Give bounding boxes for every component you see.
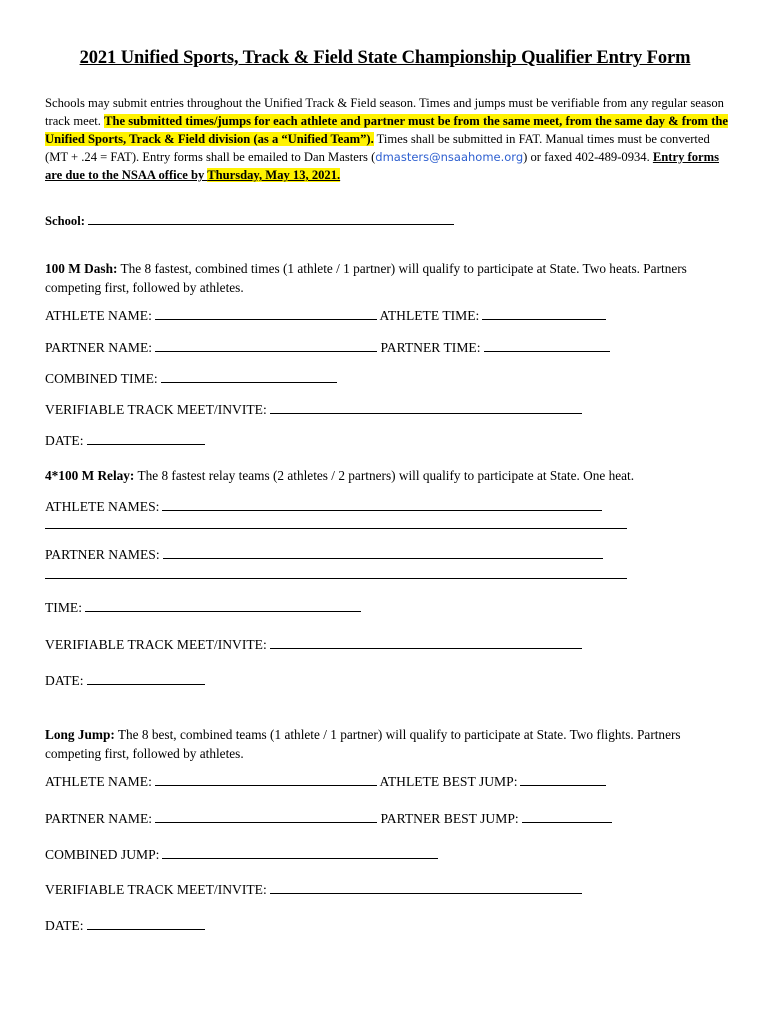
dash-heading: 100 M Dash:: [45, 261, 118, 276]
school-input-line[interactable]: [88, 212, 454, 225]
dash-athlete-row: [45, 307, 606, 324]
jump-combined-line[interactable]: [162, 846, 438, 859]
dash-athlete-time-label: ATHLETE TIME:: [379, 308, 480, 323]
school-field: [45, 212, 454, 229]
dash-partner-time-label: PARTNER TIME:: [380, 340, 481, 355]
relay-desc-text: The 8 fastest relay teams (2 athletes / 2 partners) will qualify to participate at State. One heat.: [134, 468, 635, 483]
jump-date-line[interactable]: [87, 917, 205, 930]
dash-description: [45, 259, 735, 297]
dash-combined-label: COMBINED TIME:: [45, 371, 158, 386]
dash-date-row: [45, 432, 205, 449]
relay-partners-line-1[interactable]: [163, 546, 603, 559]
dash-partner-name-line[interactable]: [155, 339, 377, 352]
jump-athlete-name-label: ATHLETE NAME:: [45, 774, 152, 789]
jump-athlete-name-line[interactable]: [155, 773, 377, 786]
jump-combined-label: COMBINED JUMP:: [45, 847, 160, 862]
jump-partner-name-line[interactable]: [155, 810, 377, 823]
jump-meet-row: [45, 881, 582, 898]
jump-partner-row: [45, 810, 612, 827]
dash-combined-row: [45, 370, 337, 387]
relay-date-row: [45, 672, 205, 689]
jump-desc-text: The 8 best, combined teams (1 athlete / 1 partner) will qualify to participate at State. Two flights. Partners competing first, followed by athletes.: [45, 727, 681, 761]
intro-paragraph: [45, 94, 735, 184]
relay-time-row: [45, 599, 361, 616]
jump-partner-best-line[interactable]: [522, 810, 612, 823]
relay-athletes-line-2[interactable]: [45, 528, 627, 529]
dash-date-label: DATE:: [45, 433, 84, 448]
jump-meet-label: VERIFIABLE TRACK MEET/INVITE:: [45, 882, 267, 897]
jump-partner-name-label: PARTNER NAME:: [45, 811, 153, 826]
due-date: Thursday, May 13, 2021.: [207, 168, 341, 182]
intro-text-1: Schools may submit entries throughout the Unified Track & Field season. Times and jumps must be verifiable from any regular season track meet.: [45, 96, 724, 128]
relay-time-line[interactable]: [85, 599, 361, 612]
relay-meet-label: VERIFIABLE TRACK MEET/INVITE:: [45, 637, 267, 652]
due-notice: Entry forms are due to the NSAA office by: [45, 150, 719, 182]
relay-description: [45, 466, 735, 485]
jump-athlete-row: [45, 773, 606, 790]
relay-partners-line-2[interactable]: [45, 578, 627, 579]
dash-athlete-name-line[interactable]: [155, 307, 377, 320]
intro-text-2: Times shall be submitted in FAT. Manual times must be converted (MT + .24 = FAT). Entry forms shall be emailed to Dan Masters (: [45, 132, 710, 164]
dash-partner-name-label: PARTNER NAME:: [45, 340, 153, 355]
relay-partners-label: PARTNER NAMES:: [45, 547, 160, 562]
dash-meet-line[interactable]: [270, 401, 582, 414]
jump-heading: Long Jump:: [45, 727, 115, 742]
dash-date-line[interactable]: [87, 432, 205, 445]
dash-desc-text: The 8 fastest, combined times (1 athlete / 1 partner) will qualify to participate at State. Two heats. Partners competing first, followed by athletes.: [45, 261, 687, 295]
jump-date-label: DATE:: [45, 918, 84, 933]
school-label: School:: [45, 214, 85, 228]
dash-combined-line[interactable]: [161, 370, 337, 383]
page-title: 2021 Unified Sports, Track & Field State Championship Qualifier Entry Form: [79, 48, 691, 68]
dash-partner-row: [45, 339, 610, 356]
dash-meet-row: [45, 401, 582, 418]
relay-athletes-row: [45, 498, 602, 515]
jump-description: [45, 725, 735, 763]
intro-text-3: ) or faxed 402-489-0934.: [523, 150, 653, 164]
email-link[interactable]: dmasters@nsaahome.org: [375, 150, 524, 164]
relay-partners-row: [45, 546, 603, 563]
jump-athlete-best-label: ATHLETE BEST JUMP:: [379, 774, 518, 789]
jump-partner-best-label: PARTNER BEST JUMP:: [380, 811, 519, 826]
dash-partner-time-line[interactable]: [484, 339, 610, 352]
jump-meet-line[interactable]: [270, 881, 582, 894]
jump-combined-row: [45, 846, 438, 863]
relay-date-label: DATE:: [45, 673, 84, 688]
dash-athlete-time-line[interactable]: [482, 307, 606, 320]
jump-athlete-best-line[interactable]: [520, 773, 606, 786]
relay-time-label: TIME:: [45, 600, 82, 615]
dash-athlete-name-label: ATHLETE NAME:: [45, 308, 152, 323]
relay-meet-row: [45, 636, 582, 653]
relay-meet-line[interactable]: [270, 636, 582, 649]
jump-date-row: [45, 917, 205, 934]
relay-athletes-label: ATHLETE NAMES:: [45, 499, 160, 514]
relay-athletes-line-1[interactable]: [162, 498, 602, 511]
dash-meet-label: VERIFIABLE TRACK MEET/INVITE:: [45, 402, 267, 417]
intro-highlight: The submitted times/jumps for each athlete and partner must be from the same meet, from the same day & from the Unified Sports, Track & Field division (as a “Unified Team”).: [45, 114, 728, 146]
relay-date-line[interactable]: [87, 672, 205, 685]
relay-heading: 4*100 M Relay:: [45, 468, 135, 483]
